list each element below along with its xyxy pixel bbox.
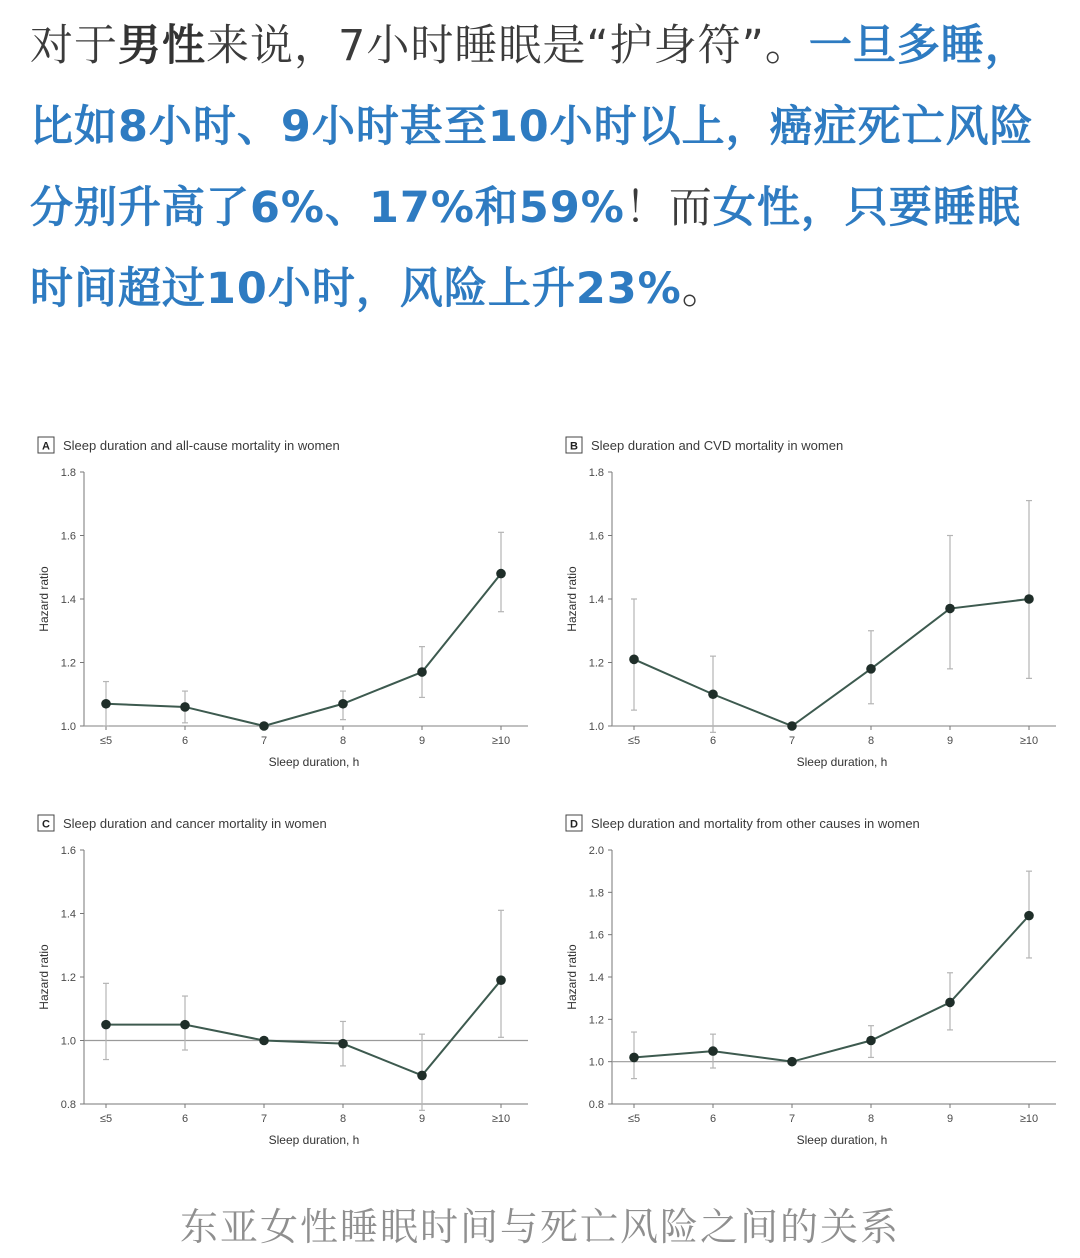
y-axis-label: Hazard ratio bbox=[565, 944, 579, 1010]
x-tick-label: 9 bbox=[946, 735, 954, 747]
chart-title: Sleep duration and mortality from other causes in women bbox=[591, 816, 920, 831]
data-point bbox=[866, 1036, 876, 1046]
x-tick-label: 6 bbox=[181, 1113, 189, 1125]
y-axis-label: Hazard ratio bbox=[37, 566, 51, 632]
y-tick-label: 1.4 bbox=[60, 908, 76, 921]
data-point bbox=[629, 1053, 639, 1063]
x-tick-label: ≥10 bbox=[491, 735, 511, 747]
data-point bbox=[180, 1020, 190, 1030]
chart-panel-d bbox=[556, 798, 1066, 1158]
y-tick-label: 0.8 bbox=[60, 1099, 76, 1111]
chart-svg-a bbox=[28, 420, 538, 780]
x-tick-label: 9 bbox=[418, 735, 426, 747]
chart-title: Sleep duration and cancer mortality in women bbox=[63, 816, 327, 831]
y-tick-label: 1.0 bbox=[588, 1056, 604, 1069]
text-segment-bold-male: 男性 bbox=[118, 21, 206, 71]
data-point bbox=[101, 1020, 111, 1030]
data-point bbox=[629, 655, 639, 665]
chart-svg-d bbox=[556, 798, 1066, 1158]
panel-letter: D bbox=[570, 818, 578, 831]
x-tick-label: 6 bbox=[709, 735, 717, 747]
x-tick-label: 9 bbox=[418, 1113, 426, 1125]
x-tick-label: 6 bbox=[709, 1113, 717, 1125]
x-tick-label: 6 bbox=[181, 735, 189, 747]
data-point bbox=[708, 1046, 718, 1056]
data-point bbox=[338, 1039, 348, 1049]
x-tick-label: 7 bbox=[260, 1113, 268, 1125]
y-tick-label: 1.2 bbox=[588, 657, 604, 670]
data-point bbox=[866, 664, 876, 674]
text-segment: 对于 bbox=[30, 21, 118, 71]
figure-caption: 东亚女性睡眠时间与死亡风险之间的关系 bbox=[179, 1205, 900, 1249]
y-tick-label: 1.4 bbox=[588, 594, 604, 606]
x-axis-label: Sleep duration, h bbox=[796, 755, 888, 769]
series-line bbox=[634, 916, 1029, 1062]
chart-panel-b bbox=[556, 420, 1066, 780]
x-tick-label: ≥10 bbox=[1019, 735, 1039, 747]
chart-title: Sleep duration and CVD mortality in women bbox=[591, 438, 844, 453]
data-point bbox=[787, 721, 797, 731]
y-tick-label: 1.4 bbox=[588, 972, 604, 984]
data-point bbox=[417, 667, 427, 677]
data-point bbox=[259, 1036, 269, 1046]
x-axis-label: Sleep duration, h bbox=[268, 755, 360, 769]
y-tick-label: 1.6 bbox=[60, 530, 76, 543]
series-line bbox=[634, 599, 1029, 726]
data-point bbox=[496, 569, 506, 579]
chart-title: Sleep duration and all-cause mortality in women bbox=[63, 438, 340, 453]
data-point bbox=[496, 975, 506, 985]
y-tick-label: 1.8 bbox=[588, 467, 604, 479]
hazard-ratio-figure bbox=[28, 420, 1058, 1180]
text-segment: 来说，7小时睡眠是“护身符”。 bbox=[206, 21, 809, 71]
x-axis-label: Sleep duration, h bbox=[268, 1133, 360, 1147]
y-axis-label: Hazard ratio bbox=[565, 566, 579, 632]
text-segment-highlight-female-risk: 女性，只要睡眠时间超过10小时，风险上升23% bbox=[30, 183, 1021, 314]
chart-svg-c bbox=[28, 798, 538, 1158]
x-tick-label: ≤5 bbox=[99, 1113, 113, 1125]
data-point bbox=[787, 1057, 797, 1067]
y-axis-label: Hazard ratio bbox=[37, 944, 51, 1010]
x-tick-label: 8 bbox=[867, 1113, 875, 1125]
x-tick-label: 8 bbox=[867, 735, 875, 747]
text-segment: 。 bbox=[681, 264, 726, 314]
data-point bbox=[338, 699, 348, 709]
data-point bbox=[945, 604, 955, 614]
x-tick-label: ≤5 bbox=[99, 735, 113, 747]
series-line bbox=[106, 980, 501, 1075]
x-tick-label: ≤5 bbox=[627, 735, 641, 747]
y-tick-label: 1.0 bbox=[60, 1035, 76, 1048]
y-tick-label: 1.2 bbox=[60, 972, 76, 984]
x-tick-label: 7 bbox=[260, 735, 268, 747]
x-tick-label: 7 bbox=[788, 735, 796, 747]
x-tick-label: ≥10 bbox=[1019, 1113, 1039, 1125]
article-paragraph bbox=[30, 6, 1060, 330]
data-point bbox=[945, 998, 955, 1008]
data-point bbox=[708, 689, 718, 699]
y-tick-label: 1.6 bbox=[588, 530, 604, 543]
y-tick-label: 1.8 bbox=[60, 467, 76, 479]
y-tick-label: 1.8 bbox=[588, 887, 604, 900]
data-point bbox=[180, 702, 190, 712]
y-tick-label: 2.0 bbox=[588, 845, 604, 857]
y-tick-label: 1.2 bbox=[588, 1014, 604, 1027]
x-axis-label: Sleep duration, h bbox=[796, 1133, 888, 1147]
data-point bbox=[417, 1071, 427, 1081]
x-tick-label: ≥10 bbox=[491, 1113, 511, 1125]
chart-panel-a bbox=[28, 420, 538, 780]
chart-svg-b bbox=[556, 420, 1066, 780]
text-segment-highlight-male-risk: 一旦多睡，比如8小时、9小时甚至10小时以上，癌症死亡风险分别升高了6%、17%和59% bbox=[30, 21, 1034, 233]
chart-panel-c bbox=[28, 798, 538, 1158]
data-point bbox=[259, 721, 269, 731]
x-tick-label: 8 bbox=[339, 1113, 347, 1125]
y-tick-label: 1.0 bbox=[588, 721, 604, 733]
y-tick-label: 0.8 bbox=[588, 1099, 604, 1111]
series-line bbox=[106, 574, 501, 726]
panel-letter: A bbox=[42, 440, 50, 453]
data-point bbox=[1024, 594, 1034, 604]
y-tick-label: 1.2 bbox=[60, 657, 76, 670]
y-tick-label: 1.4 bbox=[60, 594, 76, 606]
x-tick-label: ≤5 bbox=[627, 1113, 641, 1125]
text-segment: ！而 bbox=[624, 183, 713, 233]
x-tick-label: 9 bbox=[946, 1113, 954, 1125]
x-tick-label: 8 bbox=[339, 735, 347, 747]
y-tick-label: 1.6 bbox=[60, 845, 76, 857]
data-point bbox=[1024, 911, 1034, 921]
panel-letter: B bbox=[570, 440, 578, 453]
y-tick-label: 1.0 bbox=[60, 721, 76, 733]
data-point bbox=[101, 699, 111, 709]
panel-letter: C bbox=[42, 818, 50, 831]
y-tick-label: 1.6 bbox=[588, 929, 604, 942]
x-tick-label: 7 bbox=[788, 1113, 796, 1125]
